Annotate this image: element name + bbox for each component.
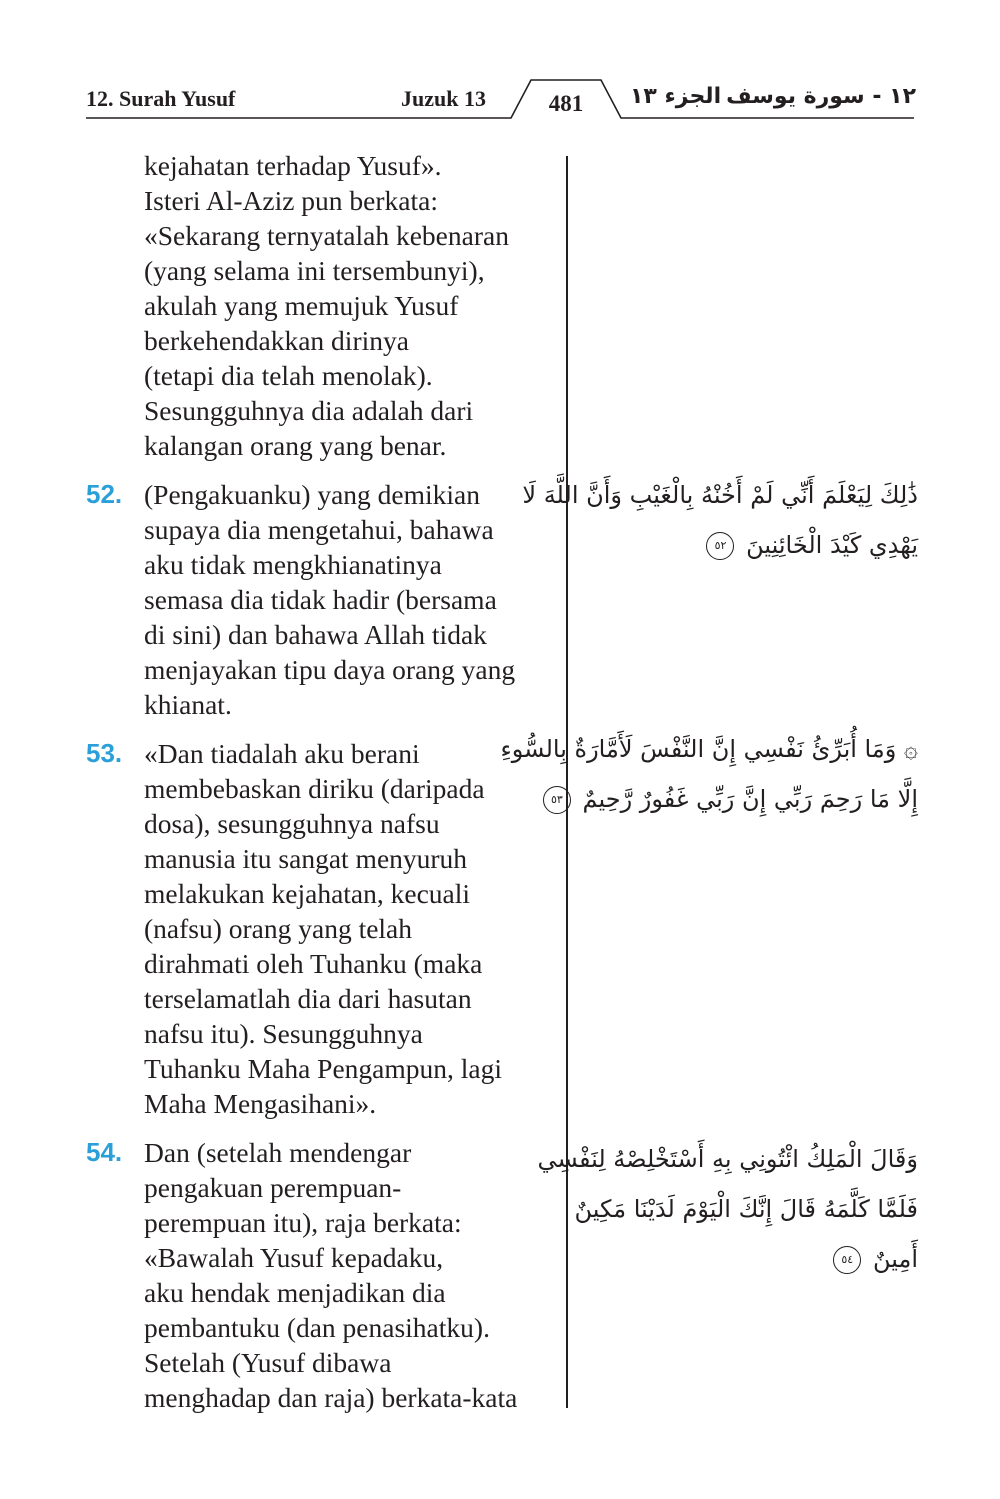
translation-column xyxy=(86,148,556,1415)
text-line: aku tidak mengkhianatinya xyxy=(144,549,442,580)
surah-title-arabic: ١٢ - سورة يوسف xyxy=(726,84,916,109)
verse-end-marker-icon: ٥٢ xyxy=(706,532,734,560)
text-line: «Bawalah Yusuf kepadaku, xyxy=(144,1242,444,1273)
verse-52 xyxy=(86,477,556,722)
page-number: 481 xyxy=(548,91,584,116)
arabic-text: إِلَّا مَا رَحِمَ رَبِّي إِنَّ رَبِّي غَفُورٌ رَّحِيمٌ xyxy=(582,785,918,813)
text-line: (tetapi dia telah menolak). xyxy=(144,360,433,391)
arabic-line xyxy=(550,774,918,824)
text-line: menghadap dan raja) berkata-kata xyxy=(144,1382,518,1413)
text-line: supaya dia mengetahui, bahawa xyxy=(144,514,494,545)
text-line: khianat. xyxy=(144,689,232,720)
text-line: Isteri Al-Aziz pun berkata: xyxy=(144,185,438,216)
verse-53 xyxy=(86,736,556,1121)
text-line: melakukan kejahatan, kecuali xyxy=(144,878,471,909)
text-line: nafsu itu). Sesungguhnya xyxy=(144,1018,423,1049)
arabic-line: فَلَمَّا كَلَّمَهُ قَالَ إِنَّكَ الْيَوْمَ لَدَيْنَا مَكِينٌ xyxy=(574,1195,918,1223)
verse-number: 52. xyxy=(86,479,123,509)
text-line: dirahmati oleh Tuhanku (maka xyxy=(144,948,483,979)
text-line: di sini) dan bahawa Allah tidak xyxy=(144,619,487,650)
text-line: Sesungguhnya dia adalah dari xyxy=(144,395,474,426)
juzuk-label: Juzuk 13 xyxy=(401,86,486,111)
text-line: kejahatan terhadap Yusuf». xyxy=(144,150,442,181)
text-line: (nafsu) orang yang telah xyxy=(144,913,413,944)
arabic-line: وَقَالَ الْمَلِكُ ائْتُونِي بِهِ أَسْتَخْلِصْهُ لِنَفْسِي xyxy=(537,1145,918,1173)
arabic-line: ۞ وَمَا أُبَرِّئُ نَفْسِي إِنَّ النَّفْسَ لَأَمَّارَةٌ بِالسُّوءِ xyxy=(500,735,918,763)
text-line: menjayakan tipu daya orang yang xyxy=(144,654,516,685)
text-line: pengakuan perempuan- xyxy=(144,1172,402,1203)
text-line: akulah yang memujuk Yusuf xyxy=(144,290,459,321)
text-line: berkehendakkan dirinya xyxy=(144,325,409,356)
text-line: Tuhanku Maha Pengampun, lagi xyxy=(144,1053,502,1084)
text-line: pembantuku (dan penasihatku). xyxy=(144,1312,490,1343)
text-line: (Pengakuanku) yang demikian xyxy=(144,479,481,510)
text-line: Dan (setelah mendengar xyxy=(144,1137,412,1168)
verse-number: 54. xyxy=(86,1137,123,1167)
text-line: «Sekarang ternyatalah kebenaran xyxy=(144,220,509,251)
verse-54 xyxy=(86,1135,556,1415)
arabic-text: أَمِينٌ xyxy=(872,1245,918,1273)
arabic-line: ذَٰلِكَ لِيَعْلَمَ أَنِّي لَمْ أَخُنْهُ بِالْغَيْبِ وَأَنَّ اللَّهَ لَا xyxy=(522,481,918,509)
text-line: dosa), sesungguhnya nafsu xyxy=(144,808,440,839)
text-line: Maha Mengasihani». xyxy=(144,1088,377,1119)
text-line: perempuan itu), raja berkata: xyxy=(144,1207,462,1238)
arabic-line xyxy=(588,520,918,570)
arabic-verse-53 xyxy=(500,724,918,824)
juz-label-arabic: الجزء ١٣ xyxy=(630,84,722,109)
verse-end-marker-icon: ٥٣ xyxy=(543,786,571,814)
arabic-line xyxy=(588,1234,918,1284)
text-line: manusia itu sangat menyuruh xyxy=(144,843,468,874)
text-line: Setelah (Yusuf dibawa xyxy=(144,1347,392,1378)
arabic-text: يَهْدِي كَيْدَ الْخَائِنِينَ xyxy=(746,531,918,559)
text-line: semasa dia tidak hadir (bersama xyxy=(144,584,497,615)
verse-end-marker-icon: ٥٤ xyxy=(833,1246,861,1274)
text-line: (yang selama ini tersembunyi), xyxy=(144,255,485,286)
text-line: membebaskan diriku (daripada xyxy=(144,773,485,804)
text-line: terselamatlah dia dari hasutan xyxy=(144,983,472,1014)
arabic-verse-52 xyxy=(522,470,918,570)
page-header xyxy=(0,0,1000,130)
verse-number: 53. xyxy=(86,738,123,768)
intro-paragraph xyxy=(86,148,556,463)
text-line: aku hendak menjadikan dia xyxy=(144,1277,446,1308)
text-line: «Dan tiadalah aku berani xyxy=(144,738,420,769)
arabic-verse-54 xyxy=(537,1134,918,1284)
surah-title-latin: 12. Surah Yusuf xyxy=(86,86,236,111)
text-line: kalangan orang yang benar. xyxy=(144,430,447,461)
